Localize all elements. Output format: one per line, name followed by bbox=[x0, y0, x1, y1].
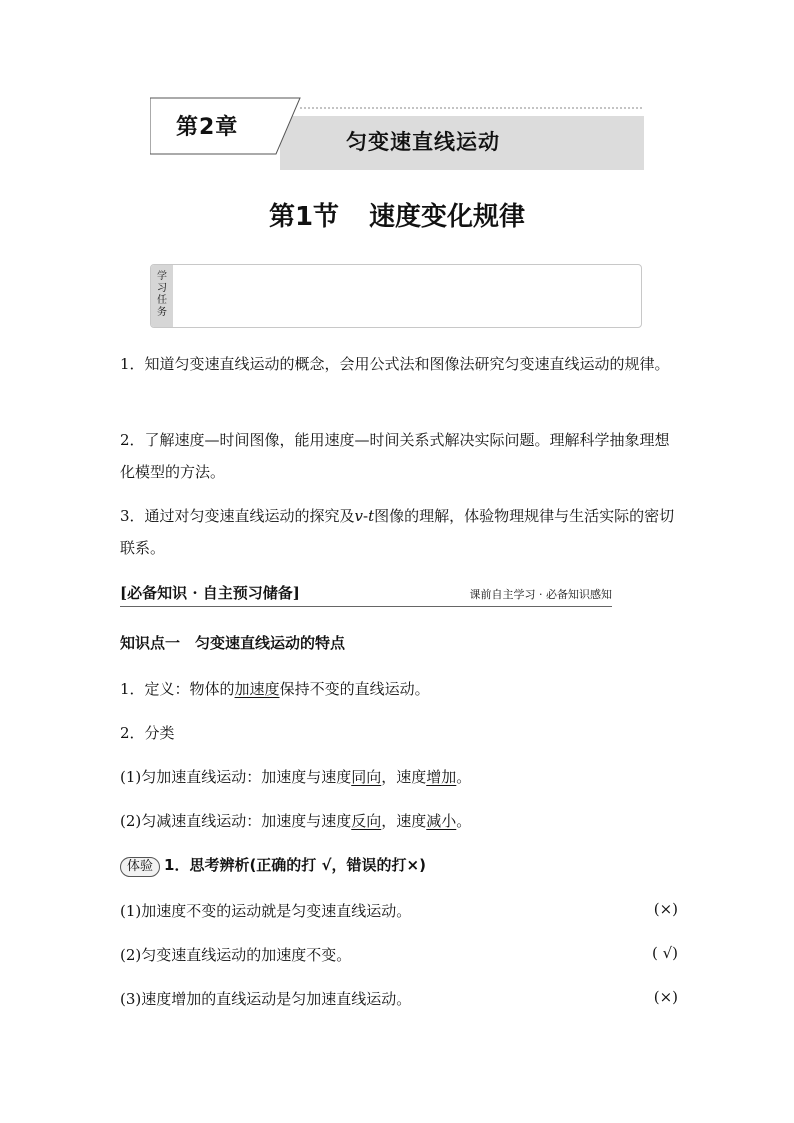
judgment-2-mark: ( √) bbox=[651, 944, 678, 962]
classify-line: 2．分类 bbox=[120, 724, 175, 742]
type2-line bbox=[120, 810, 471, 831]
definition-post: 保持不变的直线运动。 bbox=[279, 680, 430, 698]
task-label-char: 学 bbox=[157, 271, 167, 282]
knowledge-heading: 知识点一 匀变速直线运动的特点 bbox=[120, 634, 346, 652]
type1-c: 。 bbox=[456, 768, 472, 786]
type1-underlined-2: 增加 bbox=[426, 768, 457, 786]
exercise-line bbox=[120, 854, 426, 877]
type2-c: 。 bbox=[456, 812, 472, 830]
exercise-badge: 体验 bbox=[120, 857, 160, 877]
learning-task-label bbox=[151, 265, 173, 327]
section-bar bbox=[120, 580, 612, 607]
chapter-number: 第2章 bbox=[176, 115, 239, 140]
objective-3-pre: 3．通过对匀变速直线运动的探究及 bbox=[120, 507, 355, 525]
objective-3 bbox=[120, 500, 680, 564]
chapter-banner bbox=[150, 96, 645, 172]
objective-3-v: v bbox=[354, 507, 364, 525]
task-label-char: 习 bbox=[157, 283, 167, 294]
section-name: 速度变化规律 bbox=[369, 202, 526, 232]
judgment-3: (3)速度增加的直线运动是匀加速直线运动。 bbox=[120, 990, 412, 1008]
learning-task-box bbox=[150, 264, 642, 328]
definition-underlined: 加速度 bbox=[234, 680, 280, 698]
task-label-char: 任 bbox=[157, 295, 167, 306]
type1-a: (1)匀加速直线运动：加速度与速度 bbox=[120, 768, 352, 786]
type1-line bbox=[120, 766, 471, 787]
section-bar-left: [必备知识 · 自主预习储备] bbox=[120, 584, 300, 602]
section-label: 第1节 bbox=[268, 202, 340, 232]
chapter-title: 匀变速直线运动 bbox=[346, 130, 500, 154]
definition-line bbox=[120, 678, 430, 699]
definition-pre: 1．定义：物体的 bbox=[120, 680, 235, 698]
judgment-2: (2)匀变速直线运动的加速度不变。 bbox=[120, 946, 352, 964]
type2-underlined-1: 反向 bbox=[351, 812, 382, 830]
judgment-1: (1)加速度不变的运动就是匀变速直线运动。 bbox=[120, 902, 412, 920]
section-title bbox=[0, 196, 794, 233]
task-label-char: 务 bbox=[157, 307, 167, 318]
objective-3-post: 图像的理解，体验物理规律与生活实际的密切联系。 bbox=[120, 507, 675, 557]
type2-a: (2)匀减速直线运动：加速度与速度 bbox=[120, 812, 352, 830]
objective-3-dash: - bbox=[363, 507, 369, 525]
objective-3-t: t bbox=[368, 507, 375, 525]
judgment-3-mark: (×) bbox=[653, 988, 678, 1006]
judgment-1-mark: (×) bbox=[653, 900, 678, 918]
type1-underlined-1: 同向 bbox=[351, 768, 382, 786]
type2-underlined-2: 减小 bbox=[426, 812, 457, 830]
objective-2: 2．了解速度—时间图像，能用速度—时间关系式解决实际问题。理解科学抽象理想化模型的方法。 bbox=[120, 431, 670, 481]
objective-1: 1．知道匀变速直线运动的概念，会用公式法和图像法研究匀变速直线运动的规律。 bbox=[120, 355, 670, 373]
exercise-title: 1．思考辨析(正确的打 √，错误的打×) bbox=[164, 856, 426, 874]
type2-b: ，速度 bbox=[381, 812, 427, 830]
section-bar-right: 课前自主学习 · 必备知识感知 bbox=[469, 588, 612, 601]
type1-b: ，速度 bbox=[381, 768, 427, 786]
